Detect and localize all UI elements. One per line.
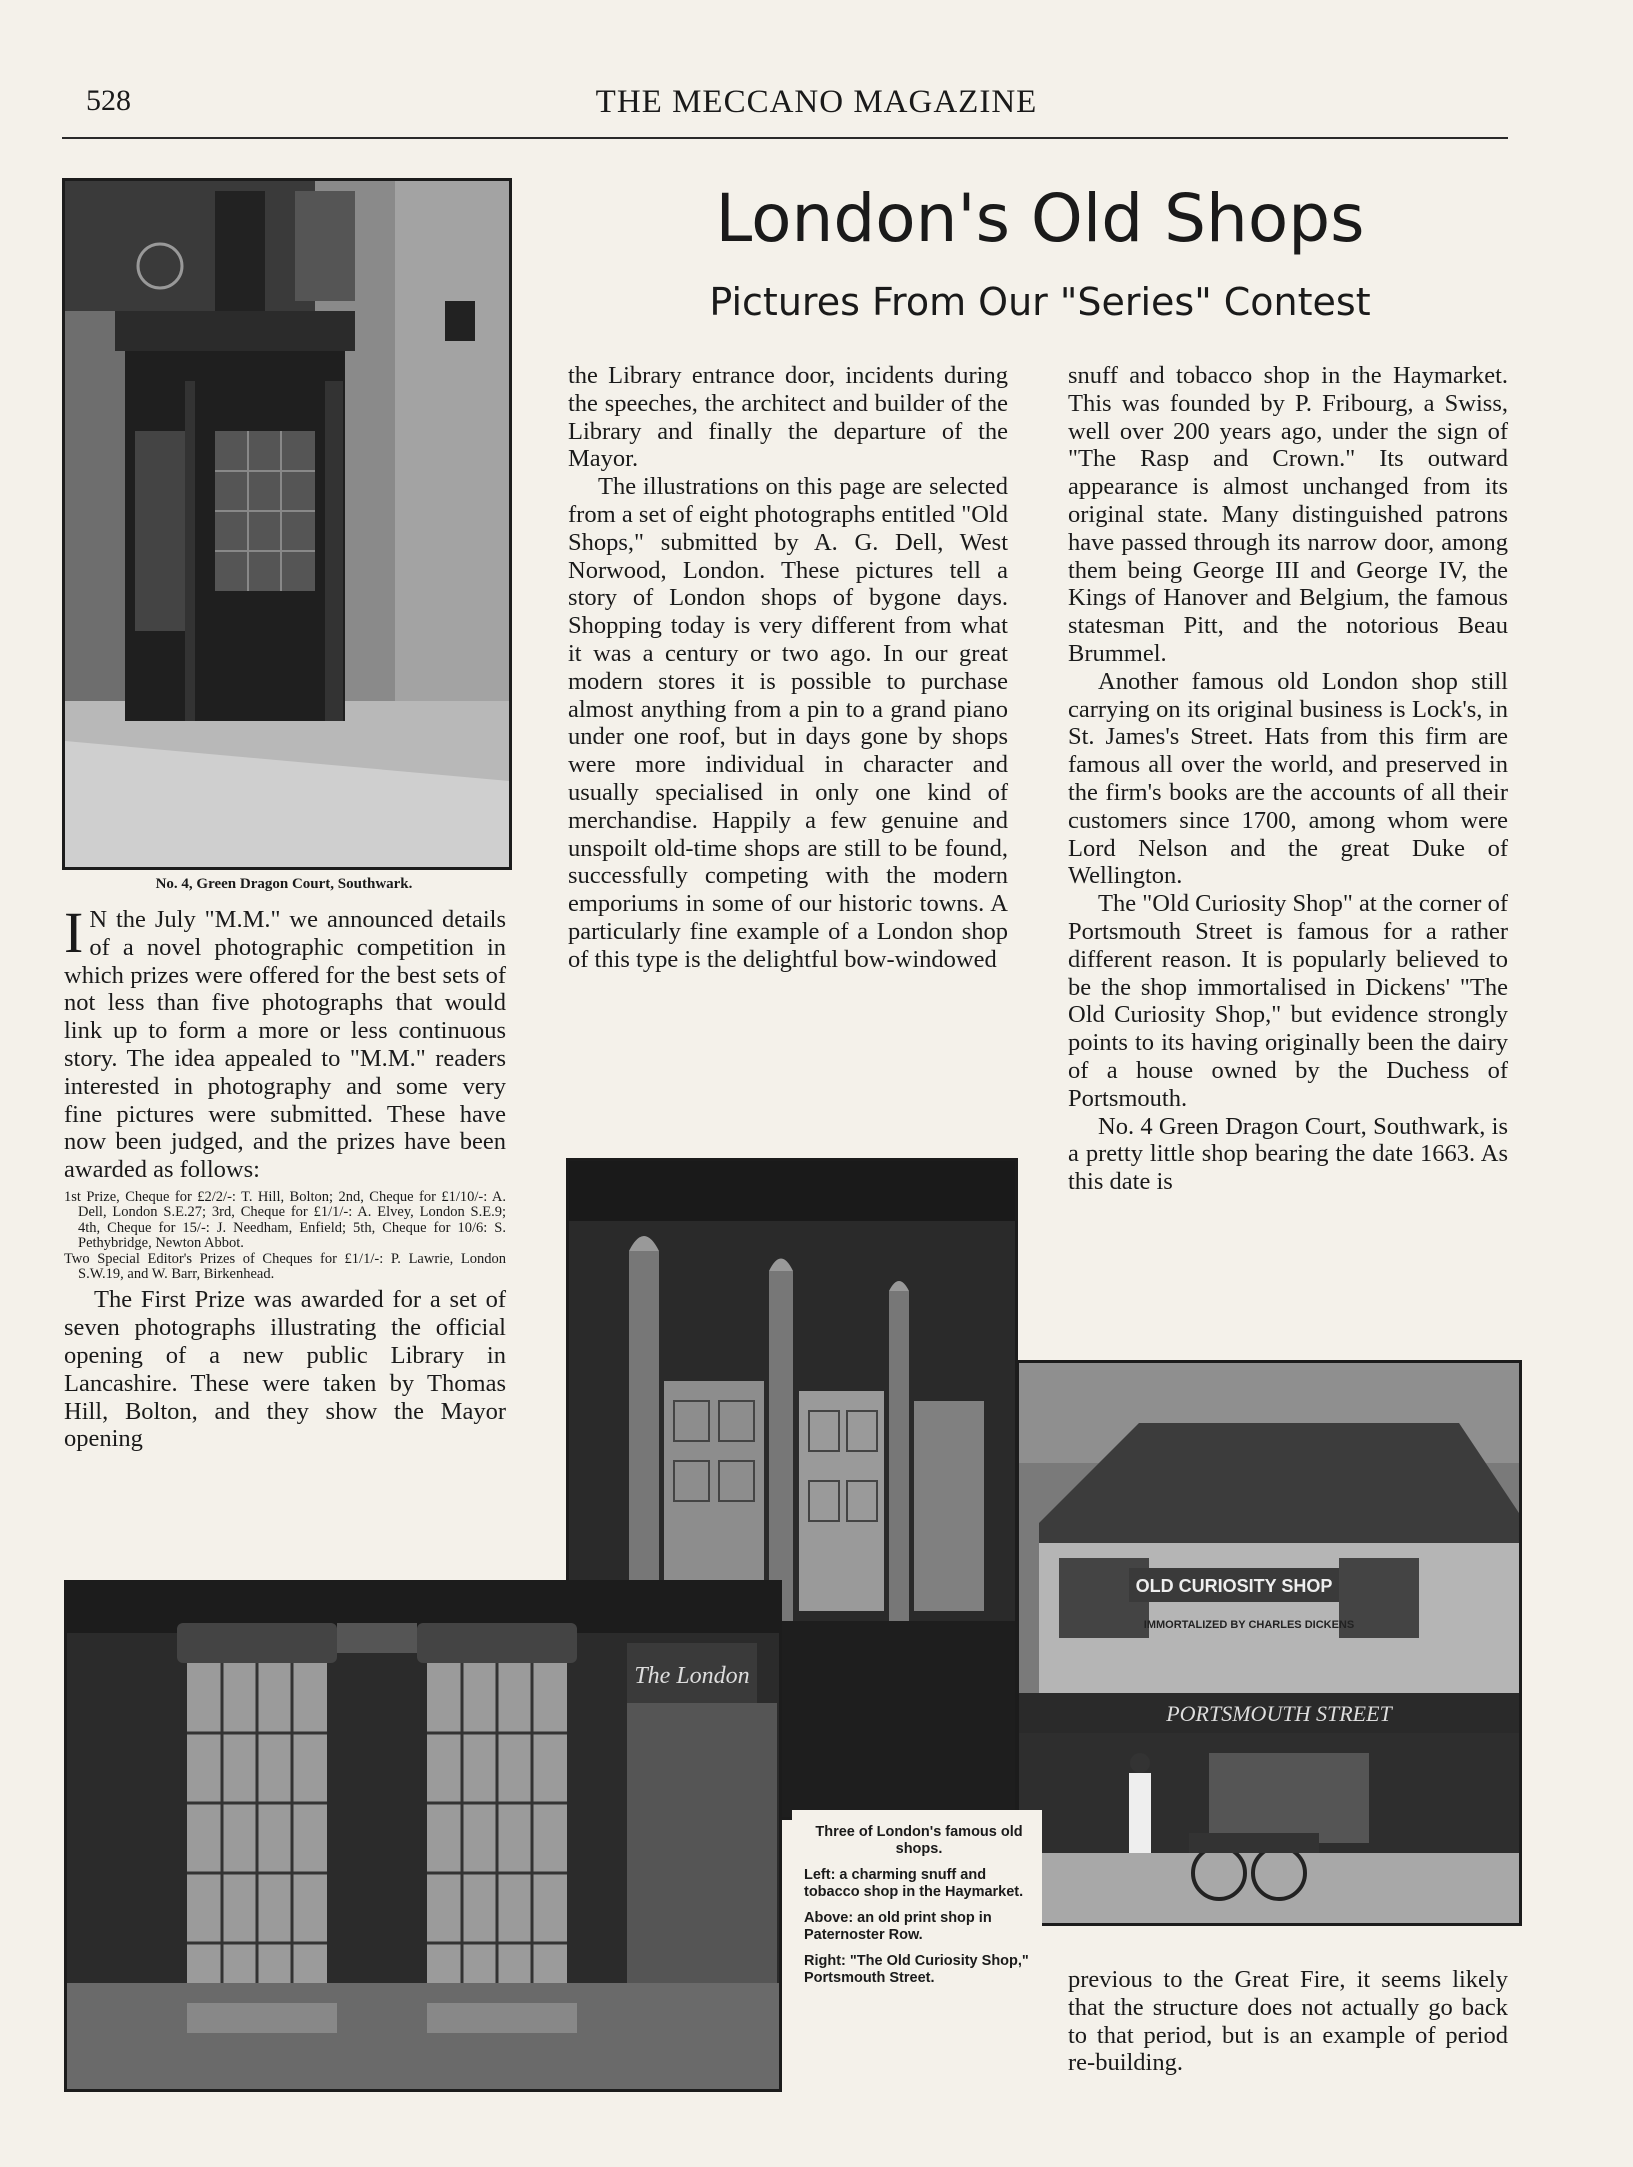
photo-caption-box xyxy=(792,1810,1042,1996)
sign-old-curiosity: OLD CURIOSITY SHOP xyxy=(1135,1576,1333,1596)
prize-list-special: Two Special Editor's Prizes of Cheques for £1/1/-: P. Lawrie, London S.W.19, and W. Barr, Birkenhead. xyxy=(64,1250,506,1282)
photo-tobacco-shop xyxy=(64,1580,782,2092)
header-rule xyxy=(62,137,1508,139)
sign-the-london: The London xyxy=(634,1663,750,1689)
sign-immortalized: IMMORTALIZED BY CHARLES DICKENS xyxy=(1143,1619,1355,1631)
prize-list-main: 1st Prize, Cheque for £2/2/-: T. Hill, Bolton; 2nd, Cheque for £1/10/-: A. Dell, London S.E.27; 3rd, Cheque for £1/1/-: A. Elvey, London S.E.9; 4th, Cheque for 15/-: J. Needham, Enfield; 5th, Cheque for 10/6: S. Pethybridge, Newton Abbot. xyxy=(64,1188,506,1252)
col3-para-2: Another famous old London shop still carrying on its original business is Lock's, in St. James's Street. Hats from this firm are famous all over the world, and preserved in the firm's books are the accounts of all their customers since 1700, among whom were Lord Nelson and the great Duke of Wellington. xyxy=(1068,667,1508,890)
caption-right: Right: "The Old Curiosity Shop," Portsmouth Street. xyxy=(804,1953,1029,1986)
caption-green-dragon: No. 4, Green Dragon Court, Southwark. xyxy=(155,876,413,892)
intro-text: N the July "M.M." we announced details of a novel photographic competition in which prizes were offered for the best sets of not less than five photographs that would link up to form a more or less continuous story. The idea appealed to "M.M." readers interested in photography and some very fine pictures were submitted. These have now been judged, and the prizes have been awarded as follows: xyxy=(64,906,506,1184)
column-3 xyxy=(1068,362,1508,1196)
photo-green-dragon-court xyxy=(62,178,512,870)
article-subtitle: Pictures From Our "Series" Contest xyxy=(709,280,1371,324)
column-3-continued xyxy=(1068,1966,1508,2077)
page-number: 528 xyxy=(86,84,131,117)
intro-paragraph xyxy=(64,900,506,1184)
col3-para-1: snuff and tobacco shop in the Haymarket. This was founded by P. Fribourg, a Swiss, well over 200 years ago, under the sign of "The Rasp and Crown." Its outward appearance is almost unchanged from its original state. Many distinguished patrons have passed through its narrow door, among them being George III and George IV, the Kings of Hanover and Belgium, the famous statesman Pitt, and the notorious Beau Brummel. xyxy=(1068,362,1508,667)
drop-cap: I xyxy=(64,900,84,965)
col3-para-4: No. 4 Green Dragon Court, Southwark, is a pretty little shop bearing the date 1663. As this date is xyxy=(1068,1112,1508,1196)
article-title: London's Old Shops xyxy=(715,180,1365,257)
masthead: THE MECCANO MAGAZINE xyxy=(595,84,1038,120)
col3-para-3: The "Old Curiosity Shop" at the corner of Portsmouth Street is famous for a rather different reason. It is popularly believed to be the shop immortalised in Dickens' "The Old Curiosity Shop," but evidence strongly points to its having originally been the dairy of a house owned by the Duchess of Portsmouth. xyxy=(1068,890,1508,1112)
green-dragon-court-image xyxy=(65,181,509,867)
old-curiosity-shop-image xyxy=(1019,1363,1519,1923)
col3-para-5: previous to the Great Fire, it seems likely that the structure does not actually go back to that period, but is an example of period re-building. xyxy=(1068,1966,1508,2077)
col2-para-1: the Library entrance door, incidents during the speeches, the architect and builder of the Library and finally the departure of the Mayor. xyxy=(568,362,1008,473)
tobacco-shop-image xyxy=(67,1583,779,2089)
column-1 xyxy=(64,900,506,1453)
col2-para-2: The illustrations on this page are selected from a set of eight photographs entitled "Old Shops," submitted by A. G. Dell, West Norwood, London. These pictures tell a story of London shops of bygone days. Shopping today is very different from what it was a century or two ago. In our great modern stores it is possible to purchase almost anything from a pin to a grand piano under one roof, but in days gone by shops were more individual in character and usually specialised in only one kind of merchandise. Happily a few genuine and unspoilt old-time shops are still to be found, successfully competing with the modern emporiums in some of our historic towns. A particularly fine example of a London shop of this type is the delightful bow-windowed xyxy=(568,473,1008,973)
photo-old-curiosity-shop xyxy=(1016,1360,1522,1926)
caption-above: Above: an old print shop in Paternoster Row. xyxy=(804,1910,992,1943)
sign-portsmouth-street: PORTSMOUTH STREET xyxy=(1166,1701,1392,1726)
first-prize-paragraph: The First Prize was awarded for a set of seven photographs illustrating the official opening of a new public Library in Lancashire. These were taken by Thomas Hill, Bolton, and they show the Mayor opening xyxy=(64,1286,506,1453)
caption-left: Left: a charming snuff and tobacco shop in the Haymarket. xyxy=(804,1867,1024,1900)
caption-intro: Three of London's famous old shops. xyxy=(815,1824,1023,1857)
prize-list xyxy=(64,1190,506,1282)
column-2 xyxy=(568,362,1008,974)
